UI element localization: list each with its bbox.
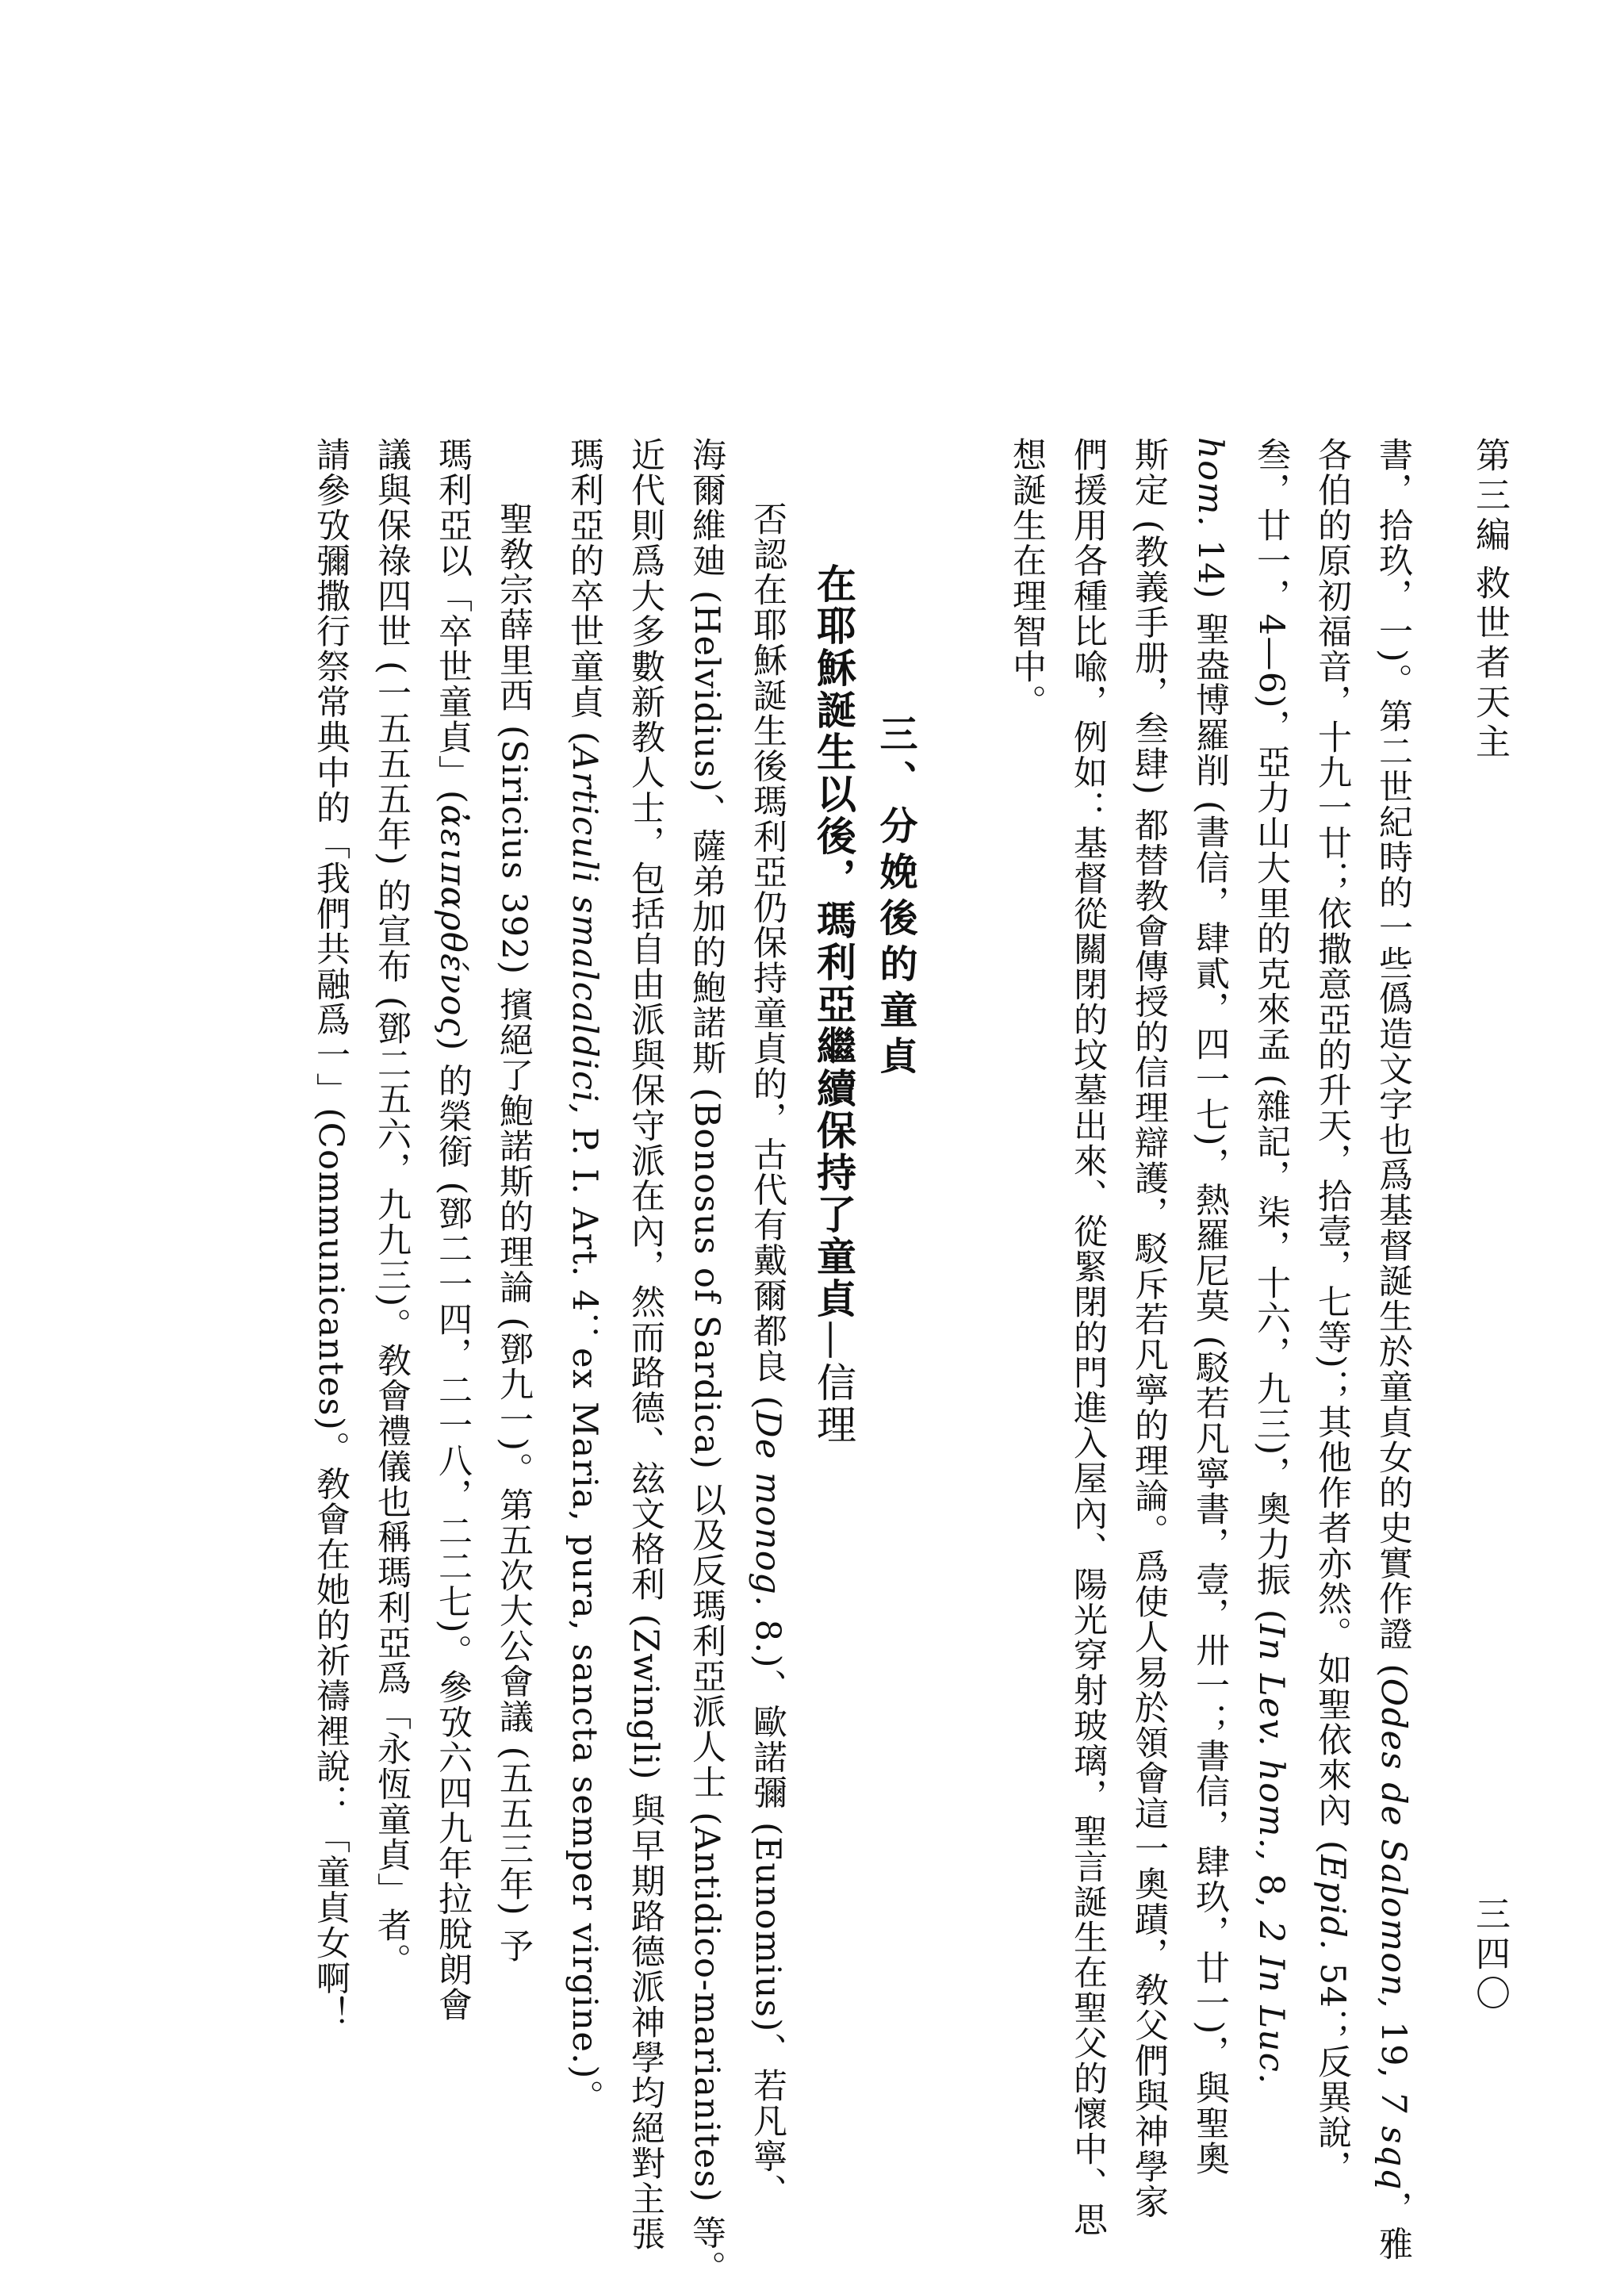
italic-citation: hom. <box>1190 437 1230 528</box>
text-line <box>1309 437 1352 2185</box>
text-run: 請參攷彌撒行祭常典中的「我們共融爲一」(Communicantes)。敎會在她的祈禱裡說：「童貞女啊！ <box>311 437 350 2031</box>
text-run: 書，拾玖，一)。第二世紀時的一些僞造文字也爲基督誕生於童貞女的史實作證 ( <box>1373 437 1413 1678</box>
text-line <box>622 437 665 2252</box>
italic-citation: In Lev. hom., <box>1251 1624 1291 1862</box>
italic-citation: Epid. <box>1312 1854 1352 1951</box>
italic-citation: Odes de Salomon, <box>1373 1678 1413 2010</box>
text-line <box>1187 437 1230 2177</box>
text-line <box>1004 437 1047 738</box>
text-line <box>1248 437 1291 2085</box>
text-line <box>369 437 412 1979</box>
italic-citation: 7 sqq <box>1373 2091 1413 2191</box>
text-run: 斯定 (教義手册，叁肆) 都替教會傳授的信理辯護，駁斥若凡寧的理論。爲使人易於領會這一奧蹟，敎父們與神學家 <box>1129 437 1169 2220</box>
text-run: 瑪利亞以「卒世童貞」( <box>433 437 473 805</box>
italic-citation: Articuli smalcaldici, <box>565 746 604 1116</box>
italic-citation: 2 In Luc. <box>1251 1920 1291 2085</box>
text-run: ) 的榮銜 (鄧二一四，二一八，二二七)。參攷六四九年拉脫朗會 <box>433 1037 473 2023</box>
text-run: 瑪利亞的卒世童貞 ( <box>565 437 604 746</box>
text-line <box>430 437 473 2023</box>
running-head-title: 救世者天主 <box>1469 565 1510 763</box>
running-head-section: 第三編 <box>1469 437 1510 556</box>
text-line <box>684 437 726 2286</box>
italic-citation: ἀειπαρθένος <box>433 804 473 1038</box>
text-line <box>561 437 604 2115</box>
text-run: 54；反異說， <box>1312 1950 1352 2185</box>
text-run: 叁，廿一，4—6)，亞力山大里的克來孟 (雜記，柒，十六，九三)，奧力振 ( <box>1251 437 1291 1624</box>
text-line <box>308 437 350 2031</box>
text-run: 想誕生在理智中。 <box>1007 437 1047 719</box>
text-run: 19, <box>1373 2009 1413 2092</box>
text-line <box>1370 437 1413 2261</box>
section-title: 三、分娩後的童貞 <box>873 714 917 1082</box>
text-run: ，雅 <box>1373 2191 1413 2261</box>
text-run: 近代則爲大多數新教人士，包括自由派與保守派在內，然而路德、玆文格利 (Zwingli) 與早期路德派神學均絕對主張 <box>626 437 665 2252</box>
text-line <box>1065 437 1108 2238</box>
text-run: 們援用各種比喩，例如：基督從關閉的坟墓出來、從緊閉的門進入屋內、陽光穿射玻璃，聖言誕生在聖父的懷中、思 <box>1068 437 1108 2238</box>
text-run: P. I. Art. 4：ex Maria, pura, sancta semper virgine.)。 <box>565 1115 604 2115</box>
thesis-heading-main: 在耶穌誕生以後，瑪利亞繼續保持了童貞 <box>810 563 857 1320</box>
thesis-heading-qualification: —信理 <box>810 1320 856 1446</box>
text-line <box>491 501 534 1964</box>
text-line <box>1126 437 1169 2220</box>
text-run: 14) 聖盎博羅削 (書信，肆貳，四一七)，熱羅尼莫 (駁若凡寧書，壹，卅一；書信，肆玖，廿一)，與聖奧 <box>1190 527 1230 2177</box>
text-run: 聖敎宗薛里西 (Siricius 392) 擯絕了鮑諾斯的理論 (鄧九一)。第五次大公會議 (五五三年) 予 <box>494 501 534 1964</box>
text-run: 8, <box>1251 1862 1291 1921</box>
thesis-heading <box>807 563 857 1446</box>
text-run: 否認在耶穌誕生後瑪利亞仍保持童貞的，古代有戴爾都良 ( <box>748 501 787 1410</box>
text-run: 議與保祿四世 (一五五五年) 的宣布 (鄧二五六，九九三)。敎會禮儀也稱瑪利亞爲「永恆童貞」者。 <box>372 437 412 1979</box>
text-run: 各伯的原初福音，十九一廿；依撒意亞的升天，拾壹，七等)；其他作者亦然。如聖依來內 ( <box>1312 437 1352 1855</box>
page-number: 三四〇 <box>1469 1896 1510 2015</box>
italic-citation: De monog. <box>748 1410 787 1608</box>
text-line <box>745 501 787 2210</box>
text-run: 海爾維廸 (Helvidius)、薩弟加的鮑諾斯 (Bonosus of Sardica) 以及反瑪利亞派人士 (Antidico-marianites) 等。 <box>687 437 726 2286</box>
text-run: 8.)、歐諾彌 (Eunomius)、若凡寧、 <box>748 1607 787 2210</box>
